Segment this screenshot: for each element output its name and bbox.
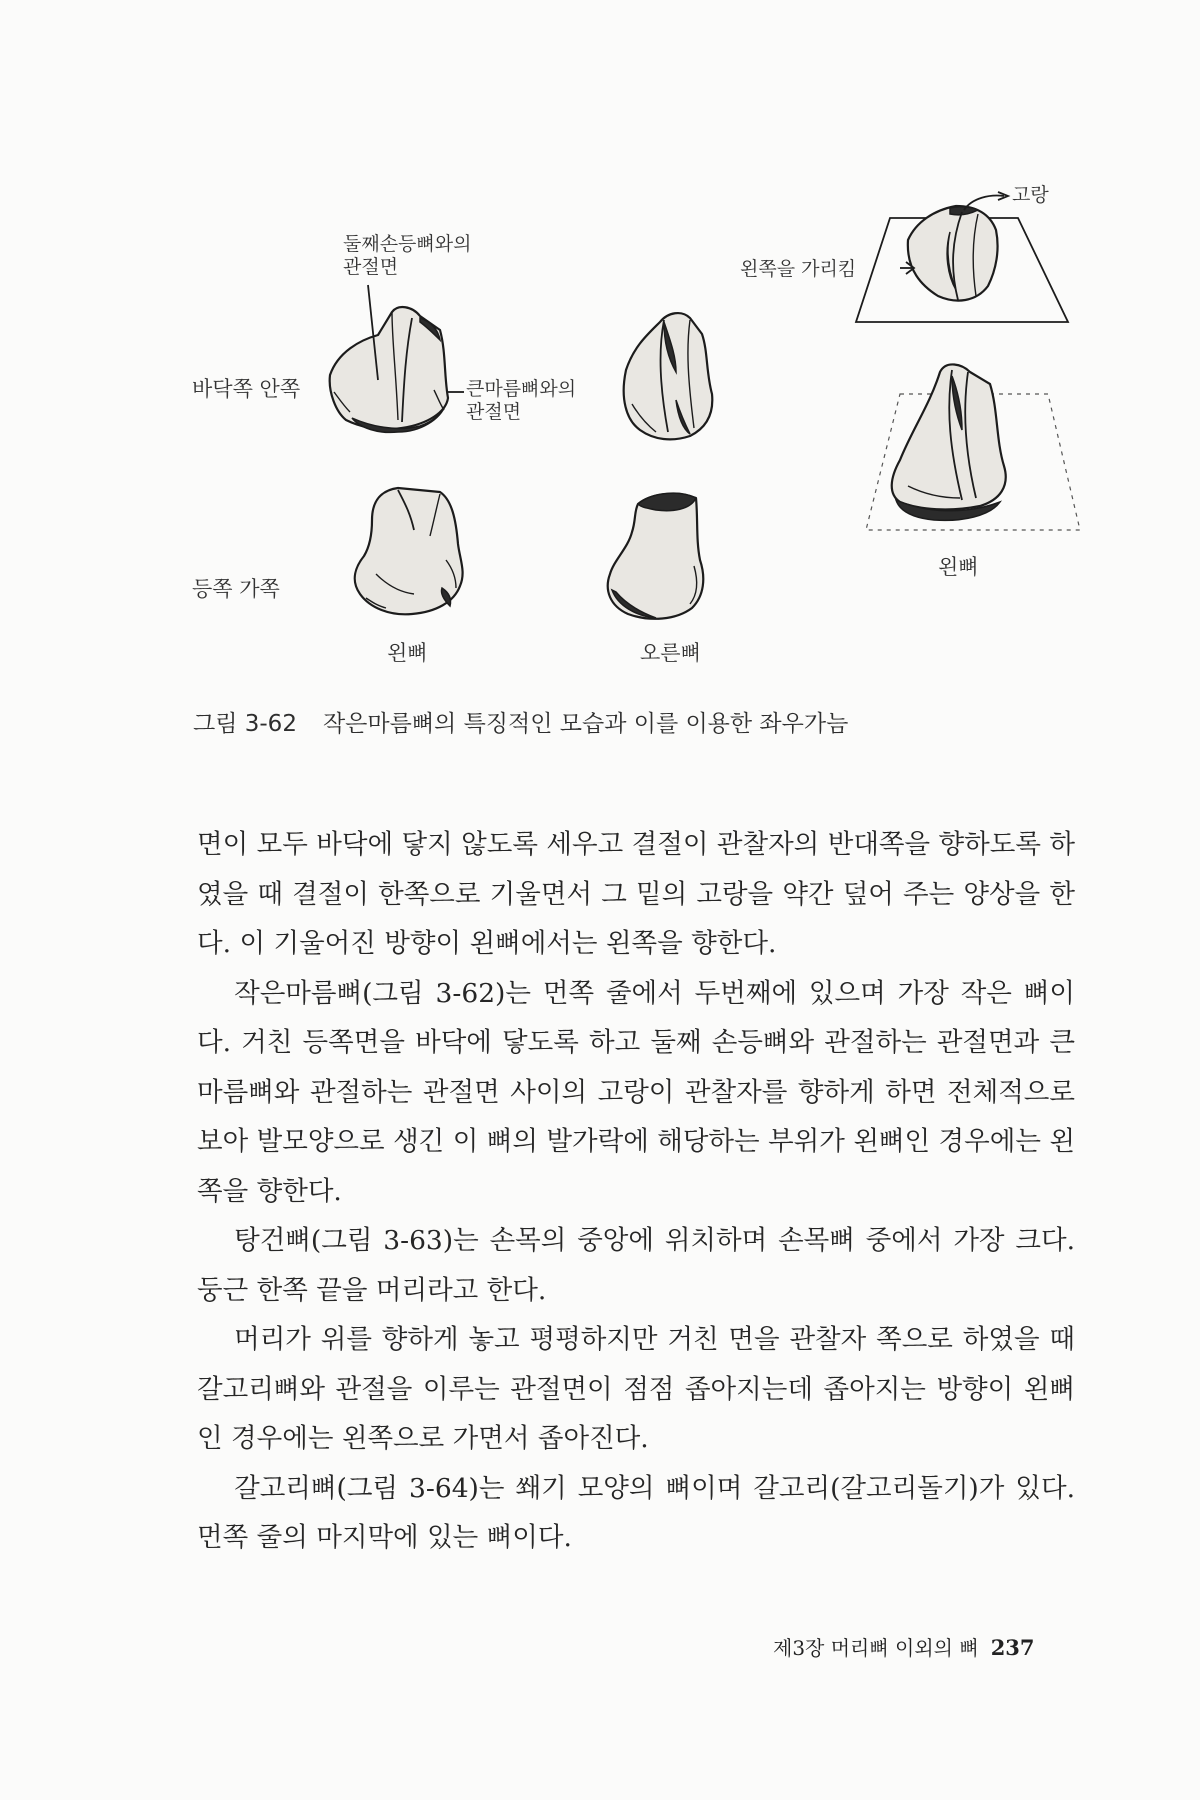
paragraph-1: 면이 모두 바닥에 닿지 않도록 세우고 결절이 관찰자의 반대쪽을 향하도록 하였을 때 결절이 한쪽으로 기울면서 그 밑의 고랑을 약간 덮어 주는 양상을 한다. 이 기울어진 방향이 왼뼈에서는 왼쪽을 향한다.: [197, 829, 1075, 959]
bone-drawing-orientation-box: [856, 192, 1068, 322]
bone-drawing-palmar-right: [624, 313, 713, 439]
label-left-bone: 왼뼈: [387, 641, 428, 665]
label-palmar-medial: 바닥쪽 안쪽: [192, 377, 301, 401]
label-points-left: 왼쪽을 가리킴: [740, 258, 857, 280]
label-capitate-facet: 큰마름뼈와의 관절면: [466, 378, 577, 423]
paragraph-2: 작은마름뼈(그림 3-62)는 먼쪽 줄에서 두번째에 있으며 가장 작은 뼈이다. 거친 등쪽면을 바닥에 닿도록 하고 둘째 손등뼈와 관절하는 관절면과 큰마름뼈와 관절하는 관절면 사이의 고랑이 관찰자를 향하게 하면 전체적으로 보아 발모양으로 생긴 이 뼈의 발가락에 해당하는 부위가 왼뼈인 경우에는 왼쪽을 향한다.: [197, 977, 1075, 1207]
label-ridge: 고랑: [1012, 184, 1049, 206]
bone-drawing-dorsal-right: [608, 493, 704, 619]
body-text: [197, 820, 1075, 1563]
figure-number: 그림 3-62: [193, 711, 297, 737]
figure-illustration: [0, 0, 1200, 680]
bone-drawing-palmar-left: [330, 285, 464, 432]
label-second-metacarpal-facet: 둘째손등뼈와의 관절면: [343, 233, 472, 278]
page-number: 237: [990, 1635, 1035, 1660]
label-right-bone: 오른뼈: [640, 641, 701, 665]
bone-drawing-left-perspective: [866, 364, 1080, 530]
bone-drawing-dorsal-left: [355, 488, 463, 614]
label-dorsal-lateral: 등쪽 가쪽: [192, 577, 280, 601]
chapter-title: 제3장 머리뼈 이외의 뼈: [773, 1636, 979, 1660]
figure-caption: [193, 705, 848, 738]
paragraph-5: 갈고리뼈(그림 3-64)는 쐐기 모양의 뼈이며 갈고리(갈고리돌기)가 있다. 먼쪽 줄의 마지막에 있는 뼈이다.: [197, 1472, 1075, 1553]
page-footer: [773, 1632, 1035, 1661]
label-left-bone-perspective: 왼뼈: [938, 555, 979, 579]
paragraph-4: 머리가 위를 향하게 놓고 평평하지만 거친 면을 관찰자 쪽으로 하였을 때 갈고리뼈와 관절을 이루는 관절면이 점점 좁아지는데 좁아지는 방향이 왼뼈인 경우에는 왼쪽으로 가면서 좁아진다.: [197, 1324, 1075, 1454]
paragraph-3: 탕건뼈(그림 3-63)는 손목의 중앙에 위치하며 손목뼈 중에서 가장 크다. 둥근 한쪽 끝을 머리라고 한다.: [197, 1225, 1075, 1306]
figure-caption-text: 작은마름뼈의 특징적인 모습과 이를 이용한 좌우가늠: [322, 711, 849, 737]
